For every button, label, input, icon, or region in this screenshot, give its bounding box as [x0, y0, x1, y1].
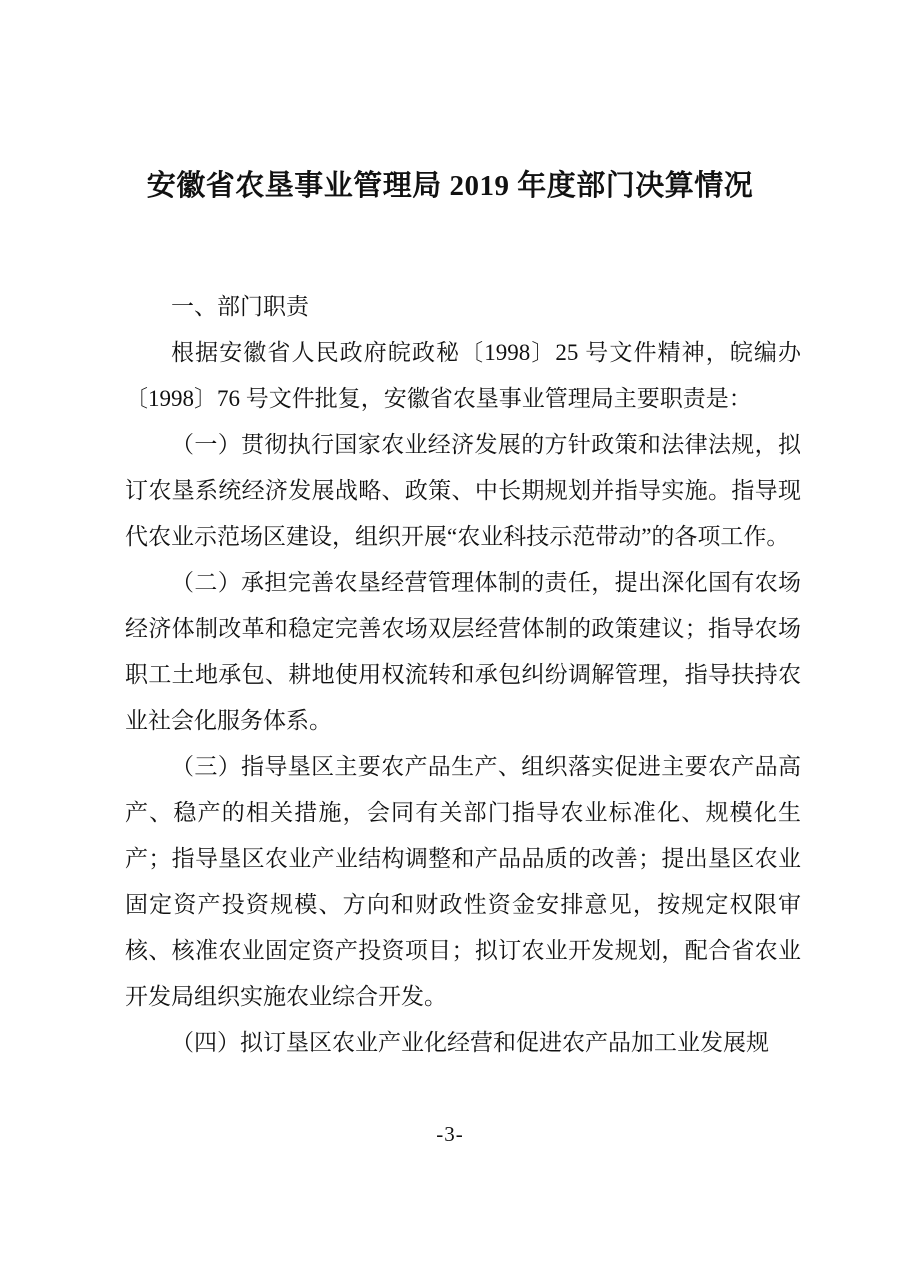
paragraph-item-2: （二）承担完善农垦经营管理体制的责任，提出深化国有农场经济体制改革和稳定完善农场双层经营体制的政策建议；指导农场职工土地承包、耕地使用权流转和承包纠纷调解管理，指导扶持农业社会化服务体系。 [125, 570, 801, 733]
document-body [125, 284, 801, 1066]
page-number: -3- [436, 1122, 464, 1146]
paragraph-item-1: （一）贯彻执行国家农业经济发展的方针政策和法律法规，拟订农垦系统经济发展战略、政策、中长期规划并指导实施。指导现代农业示范场区建设，组织开展“农业科技示范带动”的各项工作。 [125, 432, 801, 549]
paragraph-item-4: （四）拟订垦区农业产业化经营和促进农产品加工业发展规 [171, 1030, 769, 1055]
paragraph-item-3: （三）指导垦区主要农产品生产、组织落实促进主要农产品高产、稳产的相关措施，会同有关部门指导农业标准化、规模化生产；指导垦区农业产业结构调整和产品品质的改善；提出垦区农业固定资产投资规模、方向和财政性资金安排意见，按规定权限审核、核准农业固定资产投资项目；拟订农业开发规划，配合省农业开发局组织实施农业综合开发。 [125, 754, 801, 1009]
document-title: 安徽省农垦事业管理局 2019 年度部门决算情况 [146, 170, 754, 202]
paragraph-intro: 根据安徽省人民政府皖政秘〔1998〕25 号文件精神，皖编办〔1998〕76 号文件批复，安徽省农垦事业管理局主要职责是： [125, 340, 801, 411]
section-heading: 一、部门职责 [171, 294, 309, 319]
